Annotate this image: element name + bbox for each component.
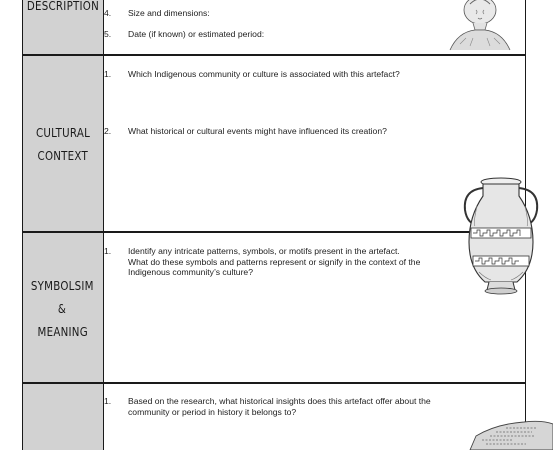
symbolism-label-line-1: SYMBOLSIM (31, 277, 94, 293)
row-divider (22, 54, 526, 56)
question-text: What historical or cultural events might have influenced its creation? (128, 126, 387, 136)
question-text (128, 396, 431, 417)
cultural-context-label-line-2: CONTEXT (37, 148, 88, 163)
question-number: 2. (104, 126, 112, 136)
question-line: Indigenous community’s culture? (128, 267, 253, 277)
question-text (128, 246, 420, 278)
column-divider (103, 56, 104, 232)
symbolism-label-line-2: & (58, 300, 67, 316)
question-line: Identify any intricate patterns, symbols, or motifs present in the artefact. (128, 246, 400, 256)
question-number: 5. (104, 29, 112, 39)
amphora-vase-icon (461, 176, 541, 298)
cultural-context-label (22, 56, 103, 232)
question-number: 1. (104, 246, 112, 256)
question-line: community or period in history it belongs to? (128, 406, 297, 417)
row-divider (22, 231, 526, 233)
historical-row (22, 384, 526, 450)
symbolism-label-line-3: MEANING (37, 323, 88, 339)
historical-label (22, 384, 103, 450)
column-divider (103, 384, 104, 450)
question-line: Based on the research, what historical insights does this artefact offer about the (128, 396, 431, 406)
cultural-context-row (22, 56, 526, 232)
description-label (22, 0, 103, 55)
question-text: Which Indigenous community or culture is associated with this artefact? (128, 69, 400, 79)
question-line: What do these symbols and patterns represent or signify in the context of the (128, 256, 421, 267)
question-text: Date (if known) or estimated period: (128, 29, 265, 39)
question-number: 1. (104, 396, 112, 406)
symbolism-label (22, 233, 103, 383)
bust-sculpture-icon (440, 0, 520, 52)
question-number: 1. (104, 69, 112, 79)
description-label-text: DESCRIPTION (26, 0, 99, 13)
question-number: 4. (104, 8, 112, 18)
cultural-context-label-line-1: CULTURAL (35, 125, 90, 140)
stone-tablet-icon (466, 418, 553, 450)
question-text: Size and dimensions: (128, 8, 210, 18)
row-divider (22, 382, 526, 384)
